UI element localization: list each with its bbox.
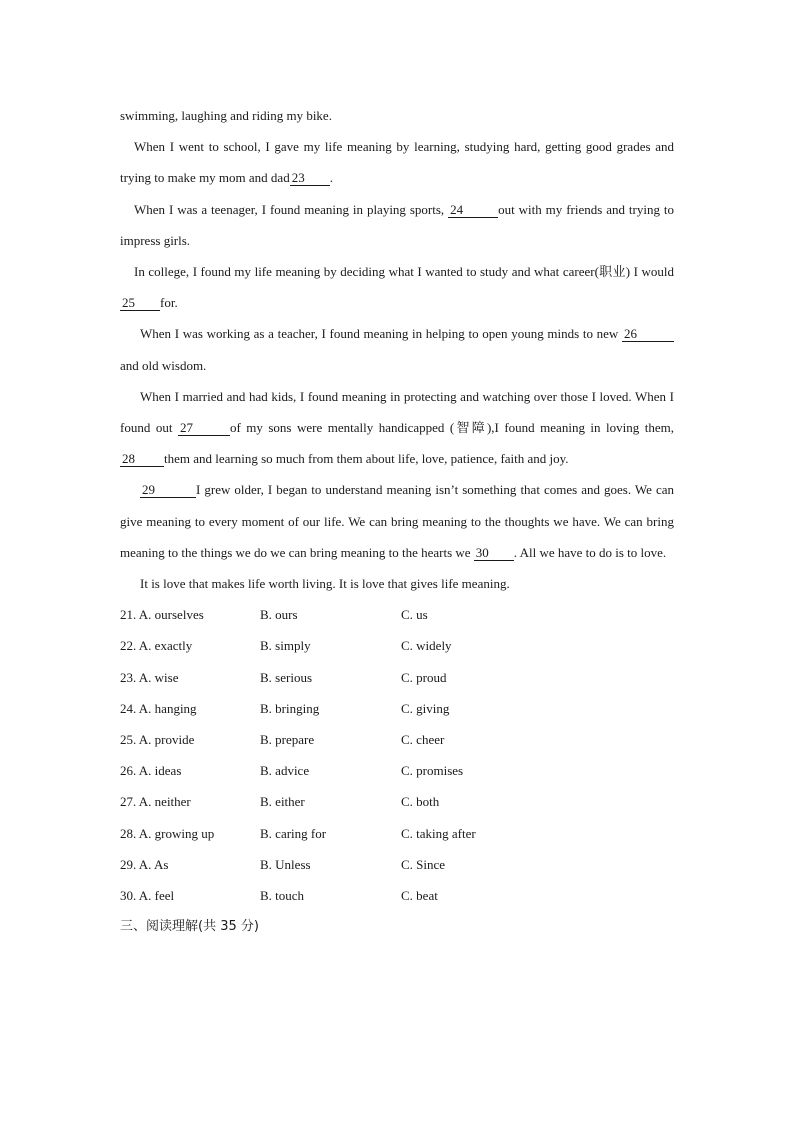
option-row-29: [120, 849, 674, 880]
passage-paragraph-6: [120, 381, 674, 475]
option-a: 23. A. wise: [120, 669, 179, 685]
option-b: B. simply: [260, 638, 311, 654]
blank-27: 27: [178, 421, 230, 436]
option-row-30: [120, 880, 674, 911]
paragraph-text: I grew older, I began to understand meaning isn’t something that comes and goes. We can give meaning to every moment of our life. We can bring meaning to the thoughts we have. We can bring meaning to the things we do we can bring meaning to the hearts we: [120, 482, 674, 560]
blank-30: 30: [474, 546, 514, 561]
option-row-22: [120, 630, 674, 661]
option-c: C. taking after: [401, 825, 476, 841]
blank-28: 28: [120, 452, 164, 467]
paragraph-text: of my sons were mentally handicapped (智障),I found meaning in loving them,: [229, 420, 674, 436]
option-a: 24. A. hanging: [120, 700, 197, 716]
paragraph-text: When I married and had kids, I found meaning in protecting and watching over those I loved. When I found out: [120, 388, 674, 436]
option-a: 25. A. provide: [120, 732, 195, 747]
paragraph-text: It is love that makes life worth living. It is love that gives life meaning.: [140, 576, 510, 592]
option-c: C. Since: [401, 856, 446, 872]
option-b: B. caring for: [260, 825, 327, 841]
option-row-27: [120, 786, 674, 817]
option-a: 28. A. growing up: [120, 825, 215, 841]
passage-paragraph-2: [120, 131, 674, 193]
paragraph-text: and old wisdom.: [120, 357, 207, 373]
blank-26: 26: [622, 327, 674, 342]
paragraph-text: .: [329, 170, 333, 186]
option-c: C. both: [401, 794, 440, 810]
answer-options-list: [120, 599, 674, 911]
blank-25: 25: [120, 296, 160, 311]
option-c: C. widely: [401, 638, 452, 654]
option-c: C. cheer: [401, 732, 445, 747]
option-c: C. us: [401, 607, 428, 623]
passage-paragraph-4: [120, 256, 674, 318]
option-row-25: [120, 724, 674, 755]
paragraph-text: . All we have to do is to love.: [513, 544, 667, 560]
option-a: 27. A. neither: [120, 794, 191, 810]
option-b: B. either: [260, 794, 305, 810]
blank-29: 29: [140, 483, 196, 498]
paragraph-text: In college, I found my life meaning by deciding what I wanted to study and what career(职业) I would: [134, 264, 674, 280]
option-row-26: [120, 755, 674, 786]
paragraph-text: swimming, laughing and riding my bike.: [120, 108, 332, 123]
option-row-24: [120, 693, 674, 724]
option-row-21: [120, 599, 674, 630]
option-a: 30. A. feel: [120, 887, 175, 903]
option-b: B. bringing: [260, 700, 320, 716]
option-c: C. beat: [401, 887, 438, 903]
option-a: 22. A. exactly: [120, 638, 193, 654]
paragraph-text: them and learning so much from them about life, love, patience, faith and joy.: [164, 451, 569, 467]
paragraph-text: for.: [160, 295, 178, 311]
option-b: B. advice: [260, 763, 310, 779]
option-b: B. touch: [260, 887, 305, 903]
document-page: [120, 100, 674, 942]
paragraph-text: When I was a teenager, I found meaning in playing sports,: [134, 201, 449, 217]
paragraph-text: out with my friends and trying to impress girls.: [120, 201, 674, 248]
option-a: 26. A. ideas: [120, 763, 182, 779]
option-b: B. Unless: [260, 856, 311, 872]
passage-paragraph-1: [120, 100, 674, 131]
option-row-23: [120, 662, 674, 693]
option-b: B. prepare: [260, 732, 315, 747]
passage-paragraph-5: [120, 318, 674, 380]
blank-24: 24: [448, 203, 498, 218]
passage-paragraph-3: [120, 194, 674, 256]
option-c: C. promises: [401, 763, 464, 779]
option-row-28: [120, 818, 674, 849]
section-heading: 三、阅读理解(共 35 分): [120, 919, 259, 935]
option-b: B. ours: [260, 607, 298, 623]
option-c: C. proud: [401, 669, 447, 685]
option-c: C. giving: [401, 700, 450, 716]
passage-paragraph-8: [120, 568, 674, 599]
blank-23: 23: [290, 171, 330, 186]
option-b: B. serious: [260, 669, 312, 685]
passage-paragraph-7: [120, 474, 674, 568]
paragraph-text: When I was working as a teacher, I found meaning in helping to open young minds to new: [140, 326, 622, 342]
option-a: 21. A. ourselves: [120, 607, 204, 623]
paragraph-text: When I went to school, I gave my life meaning by learning, studying hard, getting good grades and trying to make my mom and dad: [120, 139, 674, 186]
option-a: 29. A. As: [120, 856, 169, 872]
